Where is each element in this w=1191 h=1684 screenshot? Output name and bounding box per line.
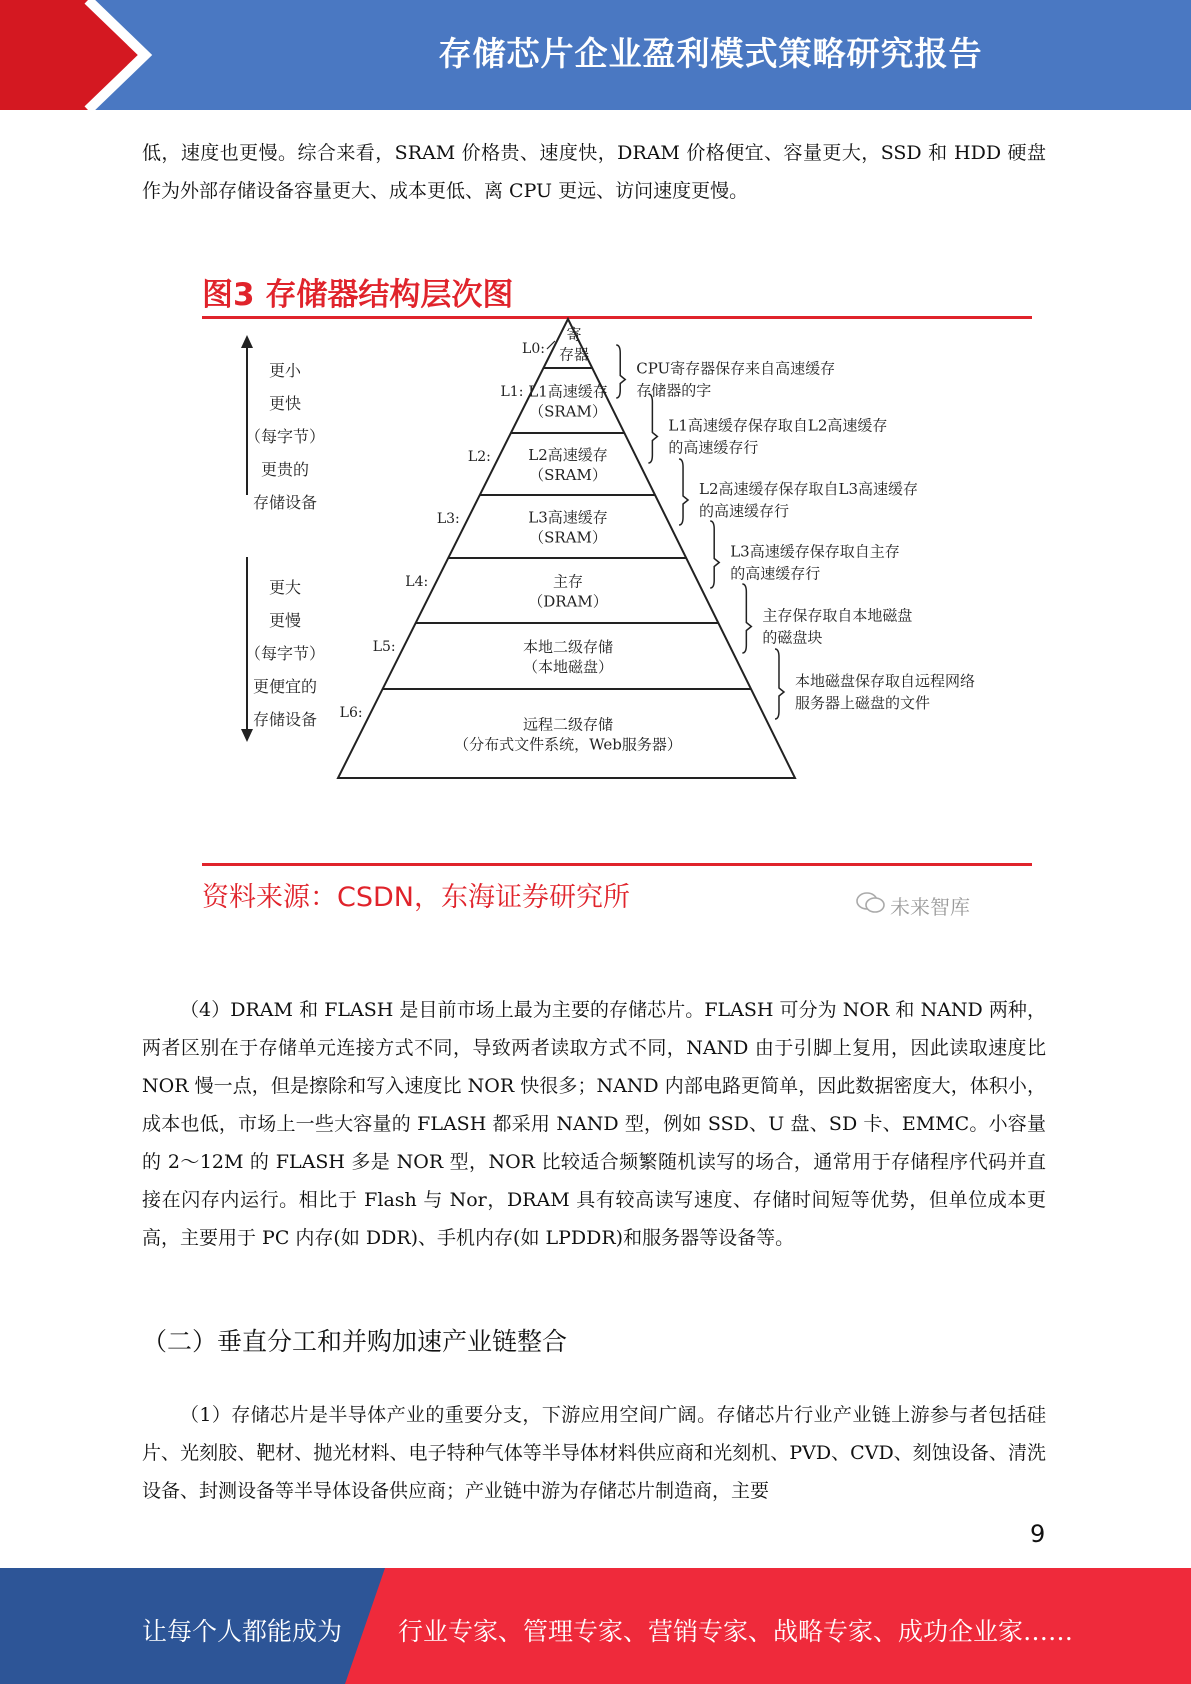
page-number: 9 <box>1030 1520 1046 1548</box>
top-label-line-4: 存储设备 <box>252 493 318 512</box>
body-paragraph-3: （1）存储芯片是半导体产业的重要分支，下游应用空间广阔。存储芯片行业产业链上游参与者包括硅片、光刻胶、靶材、抛光材料、电子特种气体等半导体材料供应商和光刻机、PVD、CVD、刻蚀设备、清洗设备、封测设备等半导体设备供应商；产业链中游为存储芯片制造商，主要 <box>142 1404 1046 1502</box>
level-3-tag: L3: <box>436 511 460 527</box>
section-heading: （二）垂直分工和并购加速产业链整合 <box>142 1327 568 1356</box>
level-6-name: 远程二级存储 <box>522 715 614 734</box>
note-2-line1: L2高速缓存保存取自L3高速缓存 <box>699 480 919 498</box>
figure-title: 图3 存储器结构层次图 <box>202 277 514 313</box>
level-5-name: 本地二级存储 <box>522 638 614 656</box>
level-3-name: L3高速缓存 <box>528 508 608 527</box>
level-2-tag: L2: <box>467 449 491 465</box>
level-4-name: 主存 <box>552 572 584 591</box>
level-0-type: 存器 <box>558 345 590 364</box>
top-arrow-label <box>245 361 325 512</box>
level-1-type: （SRAM） <box>529 402 607 421</box>
top-label-line-2: （每字节） <box>244 427 326 446</box>
note-1-line1: L1高速缓存保存取自L2高速缓存 <box>668 416 888 435</box>
level-5-type: （本地磁盘） <box>522 658 614 676</box>
note-bracket-3 <box>710 521 719 588</box>
footer-slogan-right: 行业专家、管理专家、营销专家、战略专家、成功企业家…… <box>398 1617 1074 1646</box>
header-arrow-decoration <box>0 0 160 110</box>
wechat-icon <box>856 891 886 915</box>
pyramid-diagram <box>190 315 1060 875</box>
level-1-tag: L1: <box>500 384 524 400</box>
level-6-tag: L6: <box>339 705 363 721</box>
level-1-name: L1高速缓存 <box>528 382 608 401</box>
level-2-name: L2高速缓存 <box>528 446 608 464</box>
note-0-line1: CPU寄存器保存来自高速缓存 <box>636 359 836 378</box>
level-6-type: （分布式文件系统，Web服务器） <box>454 735 682 754</box>
note-bracket-1 <box>648 394 657 463</box>
figure-bottom-rule <box>202 863 1032 866</box>
level-4-type: （DRAM） <box>528 592 608 611</box>
level-5-tag: L5: <box>372 639 396 655</box>
up-arrow-head <box>241 335 253 348</box>
bottom-label-line-4: 存储设备 <box>252 710 318 729</box>
level-2-type: （SRAM） <box>529 466 607 484</box>
footer-slogan-left: 让每个人都能成为 <box>142 1617 343 1646</box>
note-2-line2: 的高速缓存行 <box>699 502 790 520</box>
bottom-label-line-3: 更便宜的 <box>252 677 318 696</box>
level-0-name: 寄 <box>566 325 582 344</box>
note-5-line2: 服务器上磁盘的文件 <box>794 694 931 712</box>
note-5-line1: 本地磁盘保存取自远程网络 <box>794 672 976 690</box>
note-bracket-4 <box>742 584 751 653</box>
note-0-line2: 存储器的字 <box>636 381 712 400</box>
body-paragraph-2: （4）DRAM 和 FLASH 是目前市场上最为主要的存储芯片。FLASH 可分为 NOR 和 NAND 两种，两者区别在于存储单元连接方式不同，导致两者读取方式不同，NAND 由于引脚上复用，因此读取速度比 NOR 慢一点，但是擦除和写入速度比 NOR 快很多；NAND 内部电路更简单，因此数据密度大，体积小，成本也低，市场上一些大容量的 FLASH 都采用 NAND 型，例如 SSD、U 盘、SD 卡、EMMC。小容量的 2～12M 的 FLASH 多是 NOR 型，NOR 比较适合频繁随机读写的场合，通常用于存储程序代码并直接在闪存内运行。相比于 Flash 与 Nor，DRAM 具有较高读写速度、存储时间短等优势，但单位成本更高，主要用于 PC 内存(如 DDR)、手机内存(如 LPDDR)和服务器等设备等。 <box>142 999 1046 1249</box>
note-4-line2: 的磁盘块 <box>762 628 823 647</box>
bottom-arrow-label <box>245 578 325 729</box>
bottom-label-line-2: （每字节） <box>244 644 326 663</box>
note-bracket-2 <box>679 459 688 525</box>
down-arrow-head <box>241 729 253 742</box>
note-3-line1: L3高速缓存保存取自主存 <box>730 542 900 561</box>
pyramid-notes <box>616 345 975 719</box>
report-title: 存储芯片企业盈利模式策略研究报告 <box>438 34 983 73</box>
level-0-tag: L0: <box>522 341 545 357</box>
note-1-line2: 的高速缓存行 <box>668 438 759 457</box>
figure-source: 资料来源：CSDN，东海证券研究所 <box>202 882 630 913</box>
page-header <box>0 0 1191 110</box>
figure-memory-hierarchy <box>190 255 1060 925</box>
top-label-line-0: 更小 <box>268 361 302 380</box>
note-4-line1: 主存保存取自本地磁盘 <box>762 606 913 625</box>
level-4-tag: L4: <box>405 574 429 590</box>
note-bracket-5 <box>775 649 784 719</box>
figure-watermark: 未来智库 <box>890 895 970 919</box>
top-label-line-3: 更贵的 <box>260 460 310 479</box>
bottom-label-line-1: 更慢 <box>268 611 302 630</box>
note-bracket-0 <box>616 345 625 398</box>
top-label-line-1: 更快 <box>268 394 302 413</box>
level-3-type: （SRAM） <box>529 528 607 547</box>
note-3-line2: 的高速缓存行 <box>730 564 821 583</box>
bottom-label-line-0: 更大 <box>268 578 302 597</box>
body-paragraph-1: 低，速度也更慢。综合来看，SRAM 价格贵、速度快，DRAM 价格便宜、容量更大，SSD 和 HDD 硬盘作为外部存储设备容量更大、成本更低、离 CPU 更远、访问速度更慢。 <box>142 142 1046 202</box>
